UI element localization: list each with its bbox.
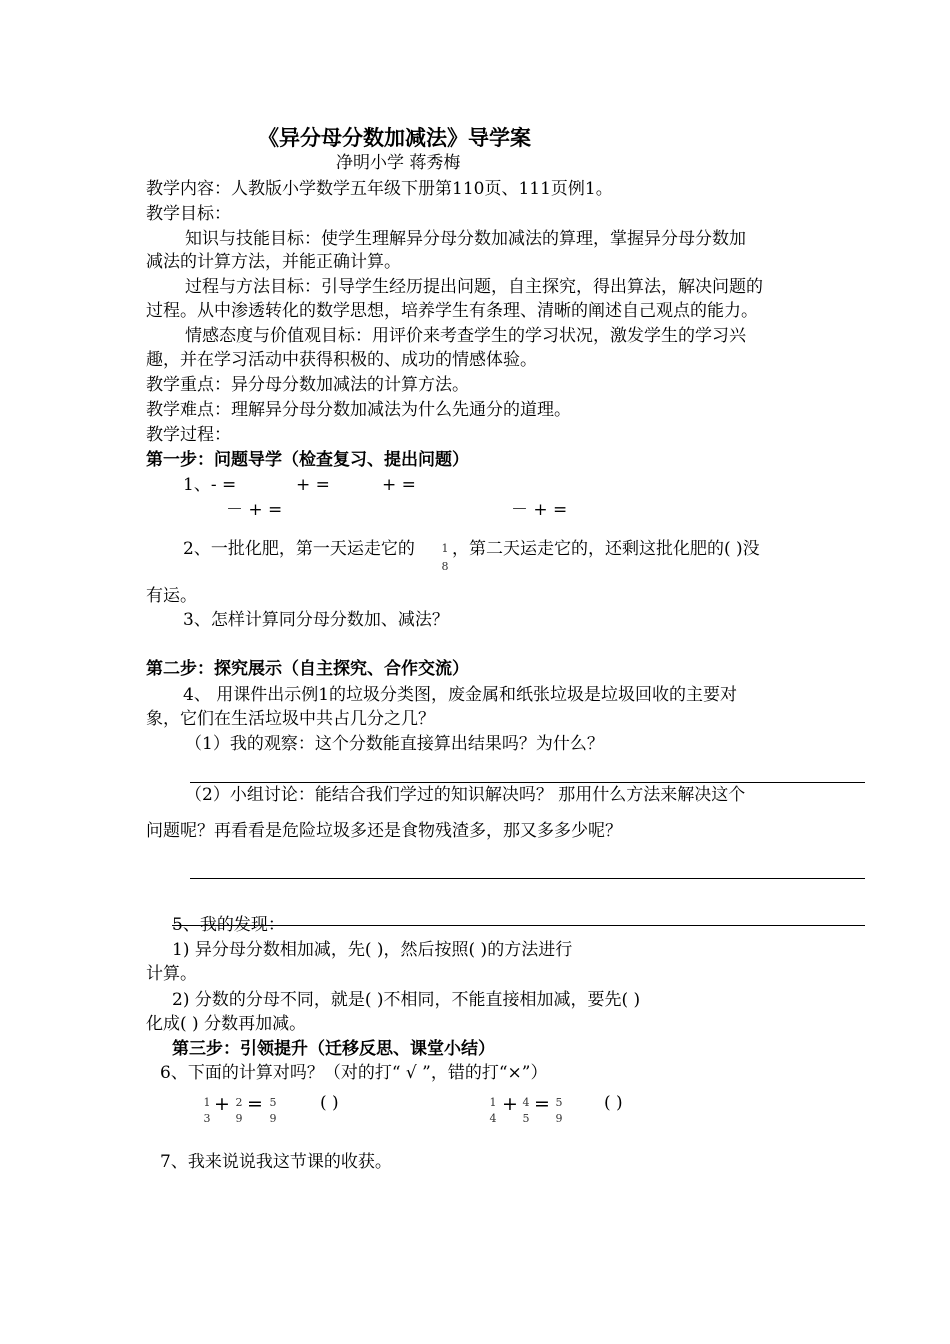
process-label: 教学过程： <box>146 425 231 445</box>
eq1-fraction-a: 1 3 <box>203 1096 211 1125</box>
q5-item2-line2: 化成( ) 分数再加减。 <box>146 1014 307 1034</box>
eq1-plus: + <box>214 1093 230 1115</box>
q1-expr-e: － + = <box>511 500 568 520</box>
q2-fraction: 1 8 <box>441 542 449 573</box>
answer-line-2 <box>190 878 865 879</box>
q5-item1-line1: 1) 异分母分数相加减，先( )，然后按照( )的方法进行 <box>172 940 573 960</box>
q7: 7、我来说说我这节课的收获。 <box>160 1152 392 1172</box>
goal3-line1: 情感态度与价值观目标：用评价来考查学生的学习状况，激发学生的学习兴 <box>185 326 746 346</box>
q5-item1-line2: 计算。 <box>146 964 197 984</box>
page-title: 《异分母分数加减法》导学案 <box>258 126 531 150</box>
q5-label: 5、我的发现： <box>172 915 285 935</box>
q1-expr-a: 1、- = <box>183 475 237 495</box>
q3: 3、怎样计算同分母分数加、减法？ <box>183 610 449 630</box>
eq2-fraction-a: 1 4 <box>489 1096 497 1125</box>
eq2-fraction-b: 4 5 <box>522 1096 530 1125</box>
q2-line1a: 2、一批化肥，第一天运走它的 <box>183 539 415 559</box>
q1-expr-c: + = <box>382 475 416 495</box>
q4-line2: 象，它们在生活垃圾中共占几分之几？ <box>146 709 435 729</box>
step1-heading: 第一步：问题导学（检查复习、提出问题） <box>146 450 469 470</box>
q2-line2: 有运。 <box>146 586 197 606</box>
step3-heading: 第三步：引领提升（迁移反思、课堂小结） <box>172 1039 495 1059</box>
goal1-line1: 知识与技能目标：使学生理解异分母分数加减法的算理，掌握异分母分数加 <box>185 229 746 249</box>
q4-line1: 4、 用课件出示例1的垃圾分类图，废金属和纸张垃圾是垃圾回收的主要对 <box>183 685 738 705</box>
difficulty: 教学难点：理解异分母分数加减法为什么先通分的道理。 <box>146 400 571 420</box>
eq1-answer-blank[interactable]: ( ) <box>320 1093 339 1113</box>
eq1-fraction-b: 2 9 <box>235 1096 243 1125</box>
goal2-line2: 过程。从中渗透转化的数学思想，培养学生有条理、清晰的阐述自己观点的能力。 <box>146 301 758 321</box>
eq2-fraction-c: 5 9 <box>555 1096 563 1125</box>
eq2-equals: = <box>534 1093 550 1115</box>
q6: 6、下面的计算对吗？（对的打“ √ ”，错的打“×”） <box>160 1063 548 1083</box>
q2-line1b: ，第二天运走它的，还剩这批化肥的( )没 <box>452 539 760 559</box>
author-line: 净明小学 蒋秀梅 <box>336 153 461 173</box>
step2-heading: 第二步：探究展示（自主探究、合作交流） <box>146 659 469 679</box>
goal2-line1: 过程与方法目标：引导学生经历提出问题，自主探究，得出算法，解决问题的 <box>185 277 763 297</box>
q4-observation: （1）我的观察：这个分数能直接算出结果吗？为什么？ <box>185 734 604 754</box>
key-point: 教学重点：异分母分数加减法的计算方法。 <box>146 375 469 395</box>
eq1-equals: = <box>247 1093 263 1115</box>
eq2-answer-blank[interactable]: ( ) <box>604 1093 623 1113</box>
q4-discussion-line1: （2）小组讨论：能结合我们学过的知识解决吗？ 那用什么方法来解决这个 <box>185 785 746 805</box>
q1-expr-d: － + = <box>226 500 283 520</box>
goal1-line2: 减法的计算方法，并能正确计算。 <box>146 252 401 272</box>
answer-line-1 <box>190 782 865 783</box>
goals-label: 教学目标： <box>146 204 231 224</box>
q1-expr-b: + = <box>296 475 330 495</box>
goal3-line2: 趣，并在学习活动中获得积极的、成功的情感体验。 <box>146 350 537 370</box>
eq1-fraction-c: 5 9 <box>269 1096 277 1125</box>
eq2-plus: + <box>502 1093 518 1115</box>
answer-line-3 <box>172 925 865 926</box>
q5-item2-line1: 2) 分数的分母不同，就是( )不相同，不能直接相加减，要先( ) <box>172 990 641 1010</box>
q4-discussion-line2: 问题呢？再看看是危险垃圾多还是食物残渣多，那又多多少呢？ <box>146 821 622 841</box>
teaching-content: 教学内容：人教版小学数学五年级下册第110页、111页例1。 <box>146 179 613 199</box>
